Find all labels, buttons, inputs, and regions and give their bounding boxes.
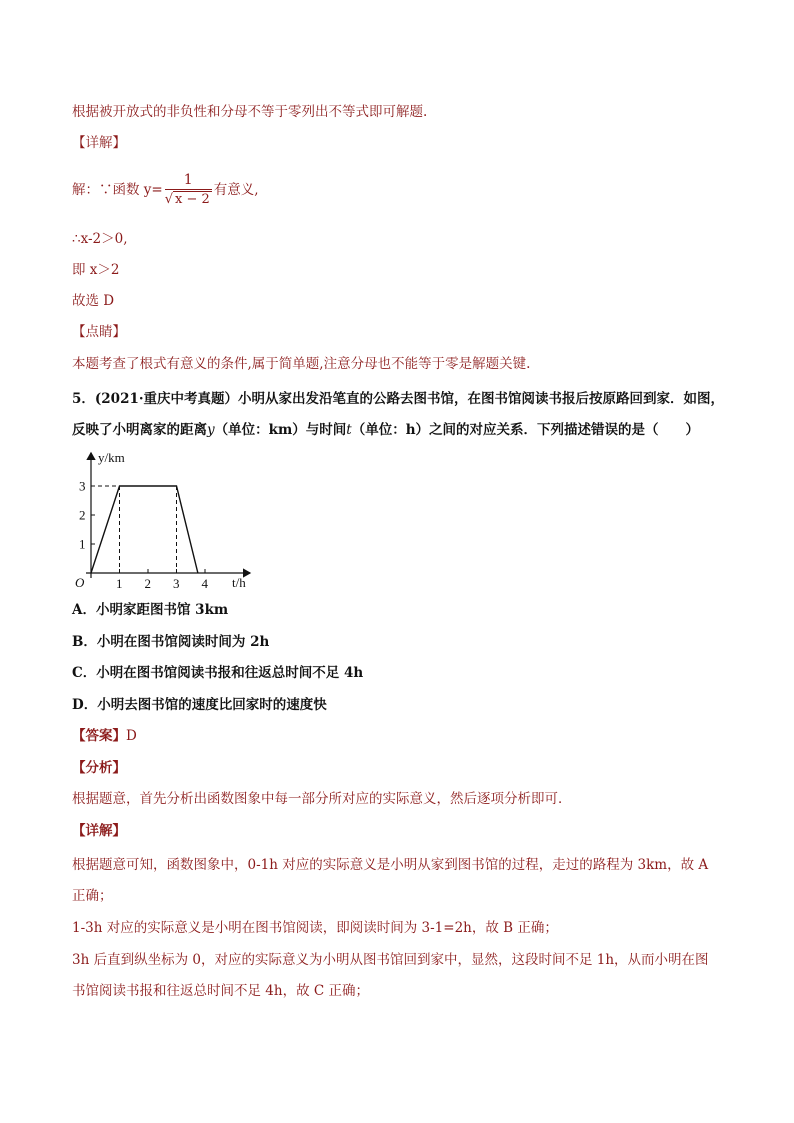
intro-line: 根据被开放式的非负性和分母不等于零列出不等式即可解题.: [72, 104, 428, 120]
radicand: x − 2: [175, 192, 210, 207]
solution-line: [72, 168, 259, 212]
option-d: D．小明去图书馆的速度比回家时的速度快: [72, 697, 327, 713]
q5-var-t: t: [346, 422, 352, 438]
answer-line: [72, 726, 137, 746]
q5-text-b: （单位：km）与时间: [214, 422, 347, 438]
fraction: [165, 171, 212, 210]
section-detail-2-heading: 【详解】: [72, 823, 126, 839]
y-axis-label: y/km: [98, 450, 125, 465]
sqrt-symbol: √: [164, 192, 174, 207]
q5-text-c: （单位：h）之间的对应关系．下列描述错误的是（ ）: [351, 422, 700, 438]
y-tick-label: 2: [79, 507, 86, 523]
detail-line-3: 1-3h 对应的实际意义是小明在图书馆阅读，即阅读时间为 3-1=2h，故 B 正确；: [72, 920, 558, 936]
y-tick-label: 3: [79, 478, 86, 494]
x-tick-label: 2: [144, 576, 151, 591]
fraction-denominator: [165, 190, 212, 210]
question-5-line-2: [72, 420, 699, 440]
distance-time-graph: [72, 447, 262, 592]
section-comment-heading: 【点睛】: [72, 324, 126, 340]
analysis-text: 根据题意，首先分析出函数图象中每一部分所对应的实际意义，然后逐项分析即可．: [72, 791, 572, 807]
q5-text-a: 反映了小明离家的距离: [72, 422, 207, 438]
x-tick-label: 3: [173, 576, 180, 591]
line-choose: 故选 D: [72, 293, 115, 309]
question-5-line-1: 5．(2021·重庆中考真题）小明从家出发沿笔直的公路去图书馆，在图书馆阅读书报后按原路回到家．如图，: [72, 391, 725, 407]
line-therefore: ∴x-2＞0,: [72, 231, 128, 247]
answer-label: 【答案】: [72, 728, 126, 744]
solution-suffix: 有意义,: [213, 182, 259, 198]
q5-var-y: y: [207, 422, 215, 438]
answer-value: D: [126, 728, 137, 744]
fraction-numerator: 1: [165, 171, 212, 190]
x-axis-label: t/h: [232, 575, 246, 590]
option-c: C．小明在图书馆阅读书报和往返总时间不足 4h: [72, 665, 364, 681]
detail-line-2: 正确；: [72, 888, 113, 904]
x-tick-label: 1: [116, 576, 123, 591]
option-b: B．小明在图书馆阅读时间为 2h: [72, 634, 270, 650]
option-a: A．小明家距图书馆 3km: [72, 602, 229, 618]
detail-line-4: 3h 后直到纵坐标为 0，对应的实际意义为小明从图书馆回到家中，显然，这段时间不足 1h，从而小明在图: [72, 952, 709, 968]
y-tick-label: 1: [79, 536, 86, 552]
section-detail-heading: 【详解】: [72, 135, 126, 151]
comment-text: 本题考查了根式有意义的条件,属于简单题,注意分母也不能等于零是解题关键.: [72, 356, 531, 372]
x-tick-label: 4: [201, 576, 208, 591]
detail-line-1: 根据题意可知，函数图象中，0-1h 对应的实际意义是小明从家到图书馆的过程，走过的路程为 3km，故 A: [72, 857, 709, 873]
detail-line-5: 书馆阅读书报和往返总时间不足 4h，故 C 正确；: [72, 983, 369, 999]
line-ie: 即 x＞2: [72, 262, 120, 278]
series-line: [91, 486, 198, 573]
origin-label: O: [75, 575, 85, 590]
section-analysis-heading: 【分析】: [72, 760, 126, 776]
solution-prefix: 解：∵函数 y=: [72, 182, 163, 198]
